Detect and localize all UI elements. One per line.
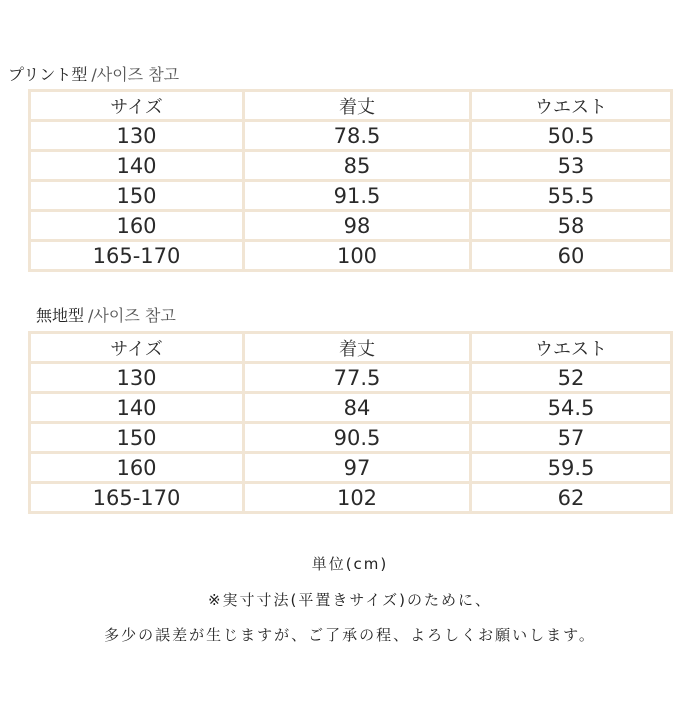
cell-size: 130 <box>30 121 244 151</box>
header-size: サイズ <box>30 333 244 363</box>
table-row <box>30 151 672 181</box>
table-row <box>30 181 672 211</box>
cell-waist: 58 <box>471 211 672 241</box>
cell-size: 165-170 <box>30 241 244 271</box>
table-row <box>30 241 672 271</box>
table-header-row <box>30 91 672 121</box>
cell-length: 78.5 <box>244 121 471 151</box>
print-section-title <box>8 62 179 85</box>
cell-waist: 55.5 <box>471 181 672 211</box>
cell-waist: 62 <box>471 483 672 513</box>
cell-length: 102 <box>244 483 471 513</box>
cell-waist: 52 <box>471 363 672 393</box>
print-title: プリント型 <box>8 65 88 84</box>
cell-length: 85 <box>244 151 471 181</box>
plain-title: 無地型 <box>36 306 85 325</box>
cell-length: 97 <box>244 453 471 483</box>
cell-length: 90.5 <box>244 423 471 453</box>
cell-waist: 50.5 <box>471 121 672 151</box>
header-waist: ウエスト <box>471 91 672 121</box>
cell-length: 98 <box>244 211 471 241</box>
cell-length: 91.5 <box>244 181 471 211</box>
cell-size: 140 <box>30 393 244 423</box>
cell-waist: 54.5 <box>471 393 672 423</box>
cell-size: 150 <box>30 423 244 453</box>
cell-waist: 59.5 <box>471 453 672 483</box>
tolerance-note: 多少の誤差が生じますが、ご了承の程、よろしくお願いします。 <box>104 626 596 644</box>
cell-size: 160 <box>30 211 244 241</box>
cell-size: 150 <box>30 181 244 211</box>
cell-waist: 60 <box>471 241 672 271</box>
table-row <box>30 423 672 453</box>
plain-subtitle: /사이즈 참고 <box>88 306 176 325</box>
plain-section-title <box>36 303 176 326</box>
cell-length: 77.5 <box>244 363 471 393</box>
header-length: 着丈 <box>244 333 471 363</box>
cell-size: 140 <box>30 151 244 181</box>
cell-size: 130 <box>30 363 244 393</box>
header-size: サイズ <box>30 91 244 121</box>
cell-size: 165-170 <box>30 483 244 513</box>
plain-size-table <box>28 331 673 514</box>
table-row <box>30 483 672 513</box>
table-row <box>30 453 672 483</box>
table-row <box>30 393 672 423</box>
print-subtitle: /사이즈 참고 <box>91 65 180 84</box>
table-row <box>30 121 672 151</box>
header-waist: ウエスト <box>471 333 672 363</box>
cell-waist: 57 <box>471 423 672 453</box>
table-header-row <box>30 333 672 363</box>
table-row <box>30 363 672 393</box>
cell-length: 100 <box>244 241 471 271</box>
cell-waist: 53 <box>471 151 672 181</box>
header-length: 着丈 <box>244 91 471 121</box>
unit-note: 単位(cm) <box>311 555 389 573</box>
measurement-note: ※実寸寸法(平置きサイズ)のために、 <box>207 591 493 609</box>
cell-length: 84 <box>244 393 471 423</box>
table-row <box>30 211 672 241</box>
print-size-table <box>28 89 673 272</box>
cell-size: 160 <box>30 453 244 483</box>
